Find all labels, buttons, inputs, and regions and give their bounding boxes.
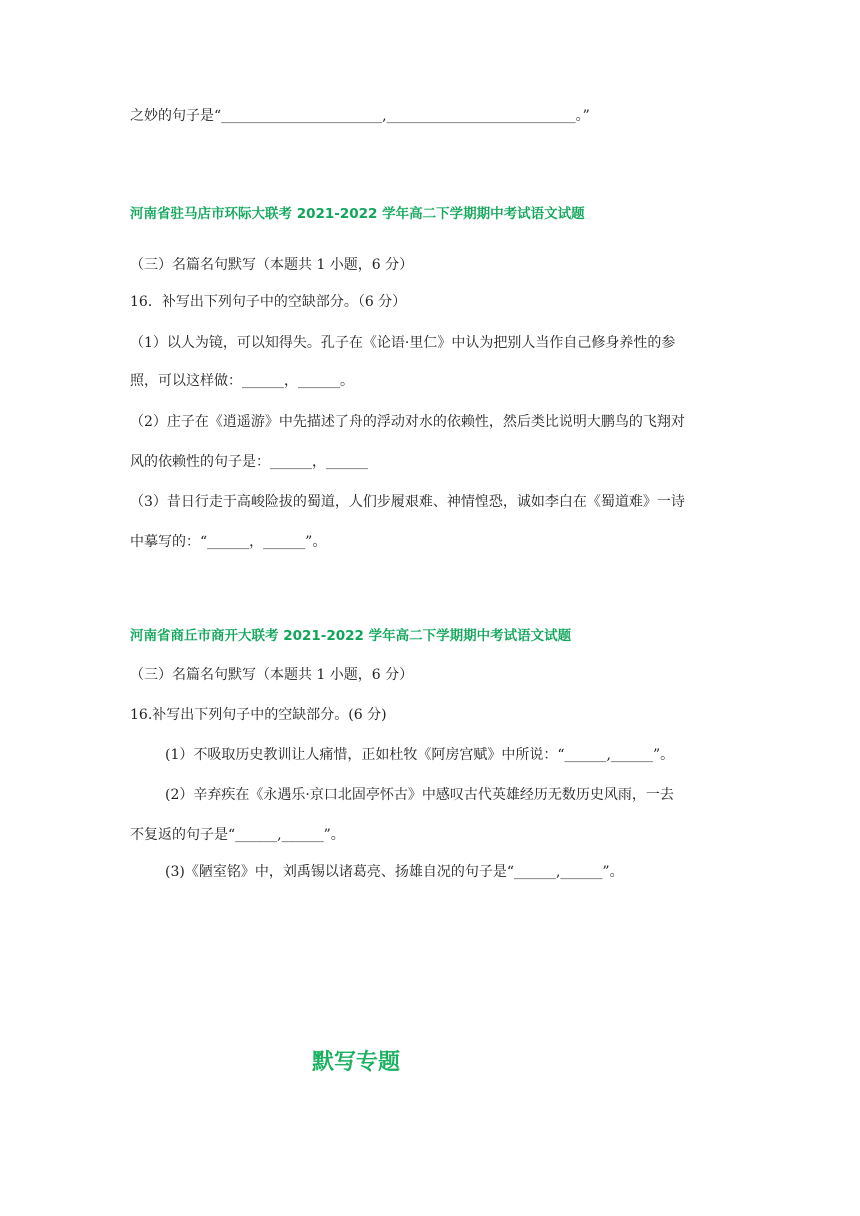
item-2-line-2: 风的依赖性的句子是：______，______ — [130, 454, 368, 470]
item-3: (3)《陋室铭》中，刘禹锡以诸葛亮、扬雄自况的句子是“______,______”。 — [165, 864, 624, 880]
question-title: 16．补写出下列句子中的空缺部分。（6 分） — [130, 294, 407, 310]
section-subtitle: （三）名篇名句默写（本题共 1 小题，6 分） — [130, 667, 414, 683]
item-3-line-2: 中摹写的：“______，______”。 — [130, 534, 327, 550]
item-2-line-2: 不复返的句子是“______,______”。 — [130, 827, 345, 843]
item-1-line-1: （1）以人为镜，可以知得失。孔子在《论语·里仁》中认为把别人当作自己修身养性的参 — [130, 335, 676, 351]
section-heading-shangqiu: 河南省商丘市商开大联考 2021-2022 学年高二下学期期中考试语文试题 — [130, 628, 572, 644]
question-title: 16.补写出下列句子中的空缺部分。(6 分) — [130, 707, 387, 723]
continued-line: 之妙的句子是“_______________________,___________________________。” — [130, 108, 590, 124]
footer-title: 默写专题 — [312, 1050, 401, 1075]
section-heading-zhumadian: 河南省驻马店市环际大联考 2021-2022 学年高二下学期期中考试语文试题 — [130, 206, 585, 222]
section-subtitle: （三）名篇名句默写（本题共 1 小题，6 分） — [130, 257, 414, 273]
item-2-line-1: （2）庄子在《逍遥游》中先描述了舟的浮动对水的依赖性，然后类比说明大鹏鸟的飞翔对 — [130, 414, 685, 430]
item-1-line-2: 照，可以这样做：______，______。 — [130, 373, 354, 389]
item-1: (1）不吸取历史教训让人痛惜，正如杜牧《阿房宫赋》中所说：“______,______”。 — [165, 747, 675, 763]
item-3-line-1: （3）昔日行走于高峻险拔的蜀道，人们步履艰难、神情惶恐，诚如李白在《蜀道难》一诗 — [130, 494, 685, 510]
item-2-line-1: (2）辛弃疾在《永遇乐·京口北固亭怀古》中感叹古代英雄经历无数历史风雨，一去 — [165, 787, 674, 803]
